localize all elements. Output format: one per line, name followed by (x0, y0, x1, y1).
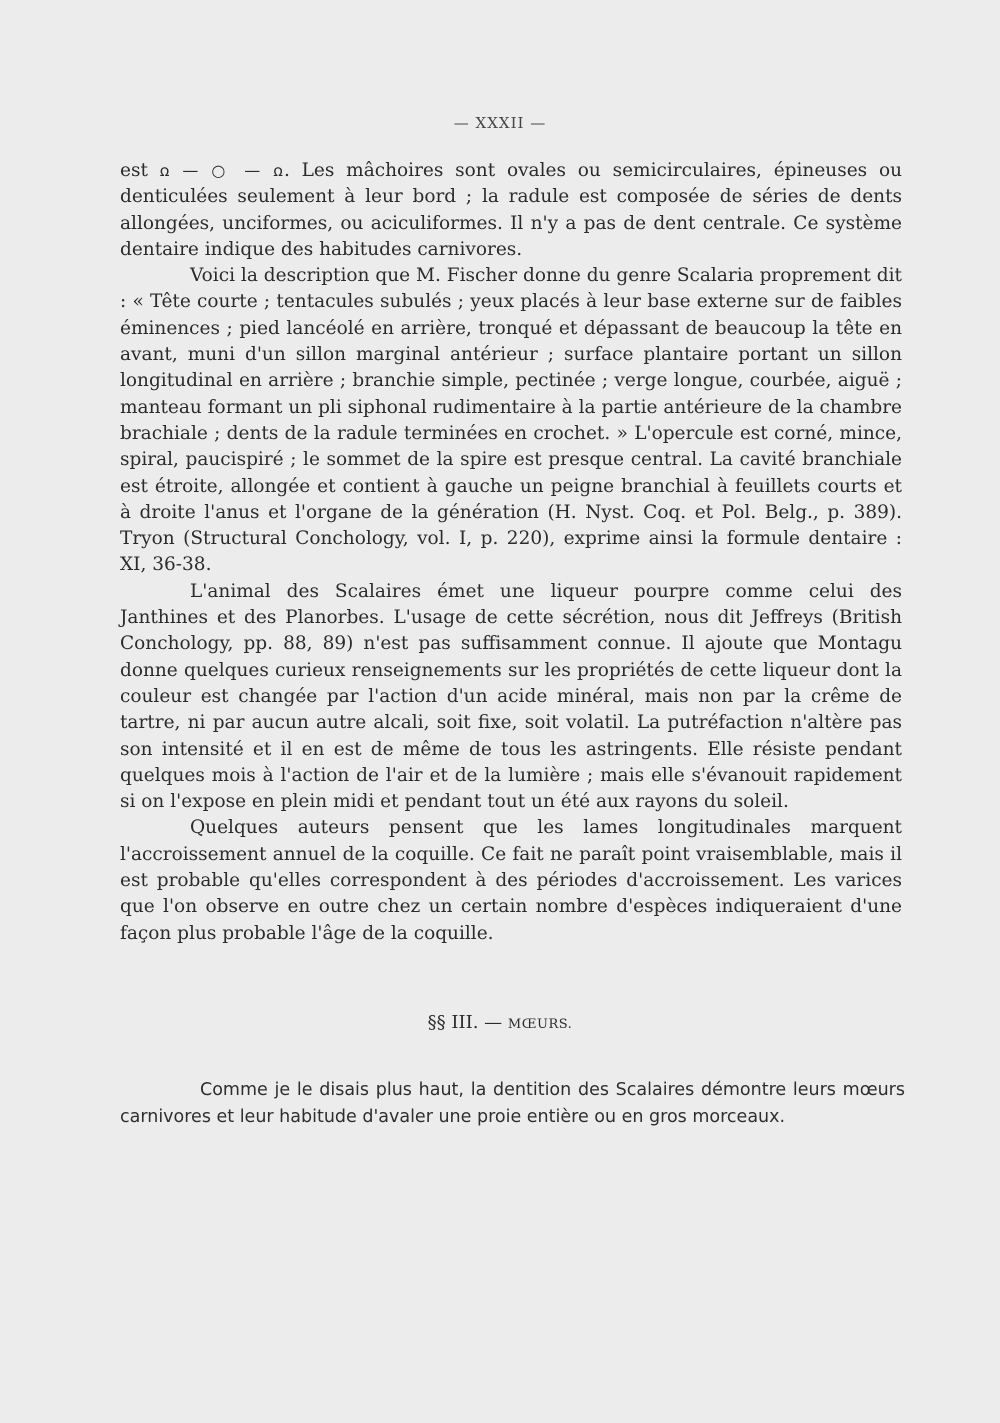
section-number: §§ III. — (427, 1012, 508, 1033)
body-text (120, 158, 902, 947)
paragraph-5: Comme je le disais plus haut, la dentition des Scalaires démontre leurs mœurs carnivores et leur habitude d'avaler une proie entière ou en gros morceaux. (120, 1080, 905, 1127)
paragraph-1 (120, 158, 902, 263)
dental-formula: ꭥ — ○ — ꭥ (159, 161, 284, 180)
paragraph-2: Voici la description que M. Fischer donne du genre Scalaria proprement dit : « Tête courte ; tentacules subulés ; yeux placés à leur base externe sur de faibles éminences ; pied lancéolé en arrière, tronqué et dépassant de beaucoup la tête en avant, muni d'un sillon marginal antérieur ; surface plantaire portant un sillon longitudinal en arrière ; branchie simple, pectinée ; verge longue, courbée, aiguë ; manteau formant un pli siphonal rudimentaire à la partie antérieure de la chambre brachiale ; dents de la radule terminées en crochet. » L'opercule est corné, mince, spiral, paucispiré ; le sommet de la spire est presque central. La cavité branchiale est étroite, allongée et contient à gauche un peigne branchial à feuillets courts et à droite l'anus et l'organe de la génération (H. Nyst. Coq. et Pol. Belg., p. 389). Tryon (Structural Conchology, vol. I, p. 220), exprime ainsi la formule dentaire : XI, 36-38. (120, 265, 902, 576)
running-head: — XXXII — (453, 114, 547, 132)
paragraph-1-rest: . Les mâchoires sont ovales ou semicirculaires, épineuses ou denticulées seulement à leur bord ; la radule est composée de séries de dents allongées, unciformes, ou aciculiformes. Il n'y a pas de dent centrale. Ce système dentaire indique des habitudes carnivores. (120, 160, 902, 260)
paragraph-1-prefix: est (120, 160, 160, 181)
section-body (120, 1077, 905, 1131)
section-heading (0, 1012, 1000, 1033)
section-title: MŒURS. (507, 1017, 573, 1032)
paragraph-3: L'animal des Scalaires émet une liqueur pourpre comme celui des Janthines et des Planorbes. L'usage de cette sécrétion, nous dit Jeffreys (British Conchology, pp. 88, 89) n'est pas suffisamment connue. Il ajoute que Montagu donne quelques curieux renseignements sur les propriétés de cette liqueur dont la couleur est changée par l'action d'un acide minéral, mais non par la crême de tartre, ni par aucun autre alcali, soit fixe, soit volatil. La putréfaction n'altère pas son intensité et il en est de même de tous les astringents. Elle résiste pendant quelques mois à l'action de l'air et de la lumière ; mais elle s'évanouit rapidement si on l'expose en plein midi et pendant tout un été aux rayons du soleil. (120, 580, 902, 813)
paragraph-4: Quelques auteurs pensent que les lames longitudinales marquent l'accroissement annuel de la coquille. Ce fait ne paraît point vraisemblable, mais il est probable qu'elles correspondent à des périodes d'accroissement. Les varices que l'on observe en outre chez un certain nombre d'espèces indiqueraient d'une façon plus probable l'âge de la coquille. (120, 817, 902, 944)
